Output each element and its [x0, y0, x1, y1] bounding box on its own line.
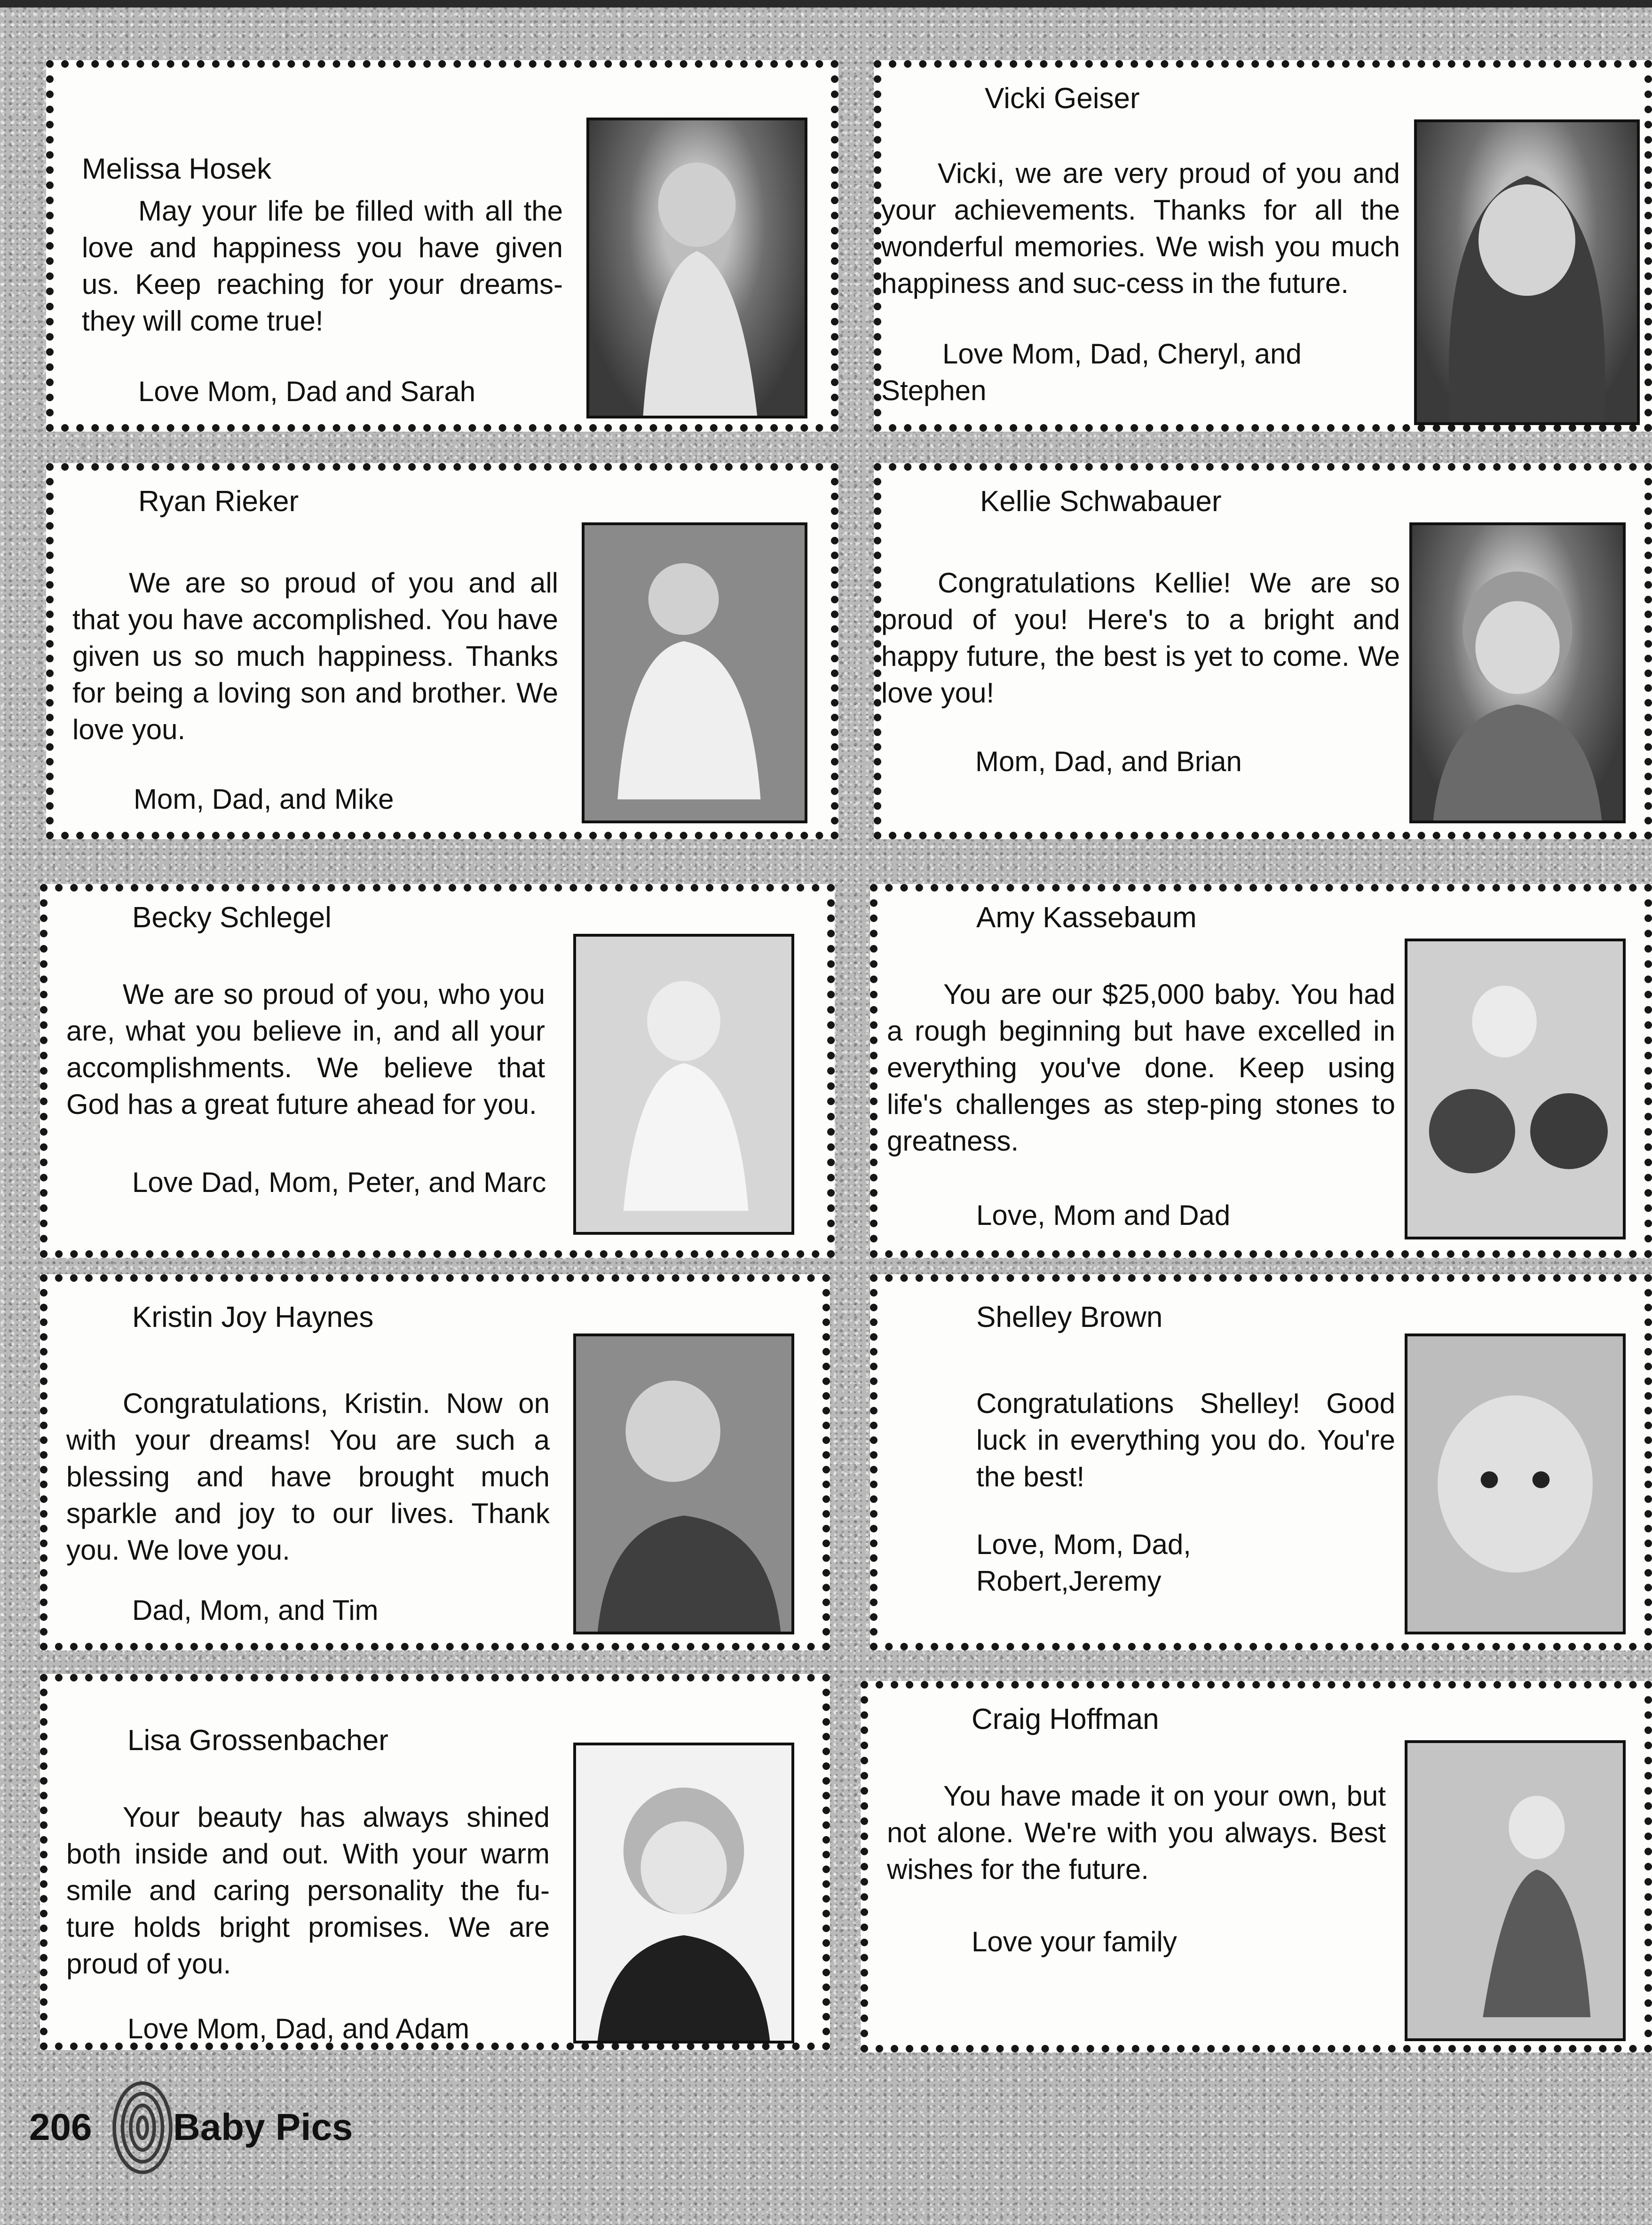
- page-number: 206: [29, 2106, 92, 2148]
- card-signature: Mom, Dad, and Brian: [975, 746, 1242, 777]
- card-message: Congratulations, Kristin. Now on with your dreams! You are such a blessing and have brought much sparkle and joy to our lives. Thank you. We love you.: [66, 1388, 550, 1566]
- card-kellie-schwabauer: [874, 463, 1652, 839]
- baby-photo: [573, 1333, 794, 1634]
- baby-photo: [1405, 1333, 1626, 1634]
- card-vicki-geiser: [874, 60, 1652, 432]
- card-signature: Love Mom, Dad, and Adam: [127, 2013, 470, 2044]
- baby-photo: [1405, 939, 1626, 1239]
- baby-photo: [582, 522, 807, 823]
- card-name: Kristin Joy Haynes: [132, 1301, 374, 1333]
- baby-photo: [1414, 119, 1640, 425]
- section-title: Baby Pics: [173, 2106, 353, 2148]
- card-name: Amy Kassebaum: [976, 901, 1197, 934]
- card-message: We are so proud of you and all that you have accomplished. You have given us so much happiness. Thanks for being a loving son and brother. We love you.: [72, 567, 558, 745]
- card-name: Becky Schlegel: [132, 901, 332, 934]
- card-shelley-brown: [870, 1274, 1652, 1650]
- card-signature: Love Mom, Dad and Sarah: [138, 376, 476, 407]
- baby-photo: [1405, 1740, 1626, 2041]
- baby-photo: [1409, 522, 1626, 823]
- thumbprint-icon: [107, 2074, 178, 2182]
- card-name: Shelley Brown: [976, 1301, 1163, 1333]
- card-becky-schlegel: [40, 884, 835, 1258]
- card-message: Your beauty has always shined both inside and out. With your warm smile and caring personality the fu-ture holds bright promises. We are proud of you.: [66, 1801, 550, 1980]
- card-ryan-rieker: [46, 463, 838, 839]
- card-melissa-hosek: [46, 60, 838, 432]
- card-message: Congratulations Shelley! Good luck in everything you do. You're the best!: [976, 1388, 1395, 1492]
- card-craig-hoffman: [861, 1681, 1652, 2052]
- baby-photo: [586, 118, 807, 418]
- card-message: We are so proud of you, who you are, what you believe in, and all your accomplishments. We believe that God has a great future ahead for you.: [66, 978, 545, 1120]
- card-signature: Love, Mom and Dad: [976, 1199, 1231, 1231]
- card-lisa-grossenbacher: [40, 1674, 830, 2050]
- card-message: Congratulations Kellie! We are so proud of you! Here's to a bright and happy future, the best is yet to come. We love you!: [881, 567, 1400, 709]
- card-signature: Love Mom, Dad, Cheryl, and Stephen: [881, 338, 1302, 406]
- card-name: Lisa Grossenbacher: [127, 1724, 388, 1757]
- card-message: You are our $25,000 baby. You had a rough beginning but have excelled in everything you've done. Keep using life's challenges as step-ping stones to greatness.: [887, 978, 1395, 1157]
- card-name: Melissa Hosek: [82, 153, 272, 185]
- baby-photo: [573, 1743, 794, 2044]
- card-name: Kellie Schwabauer: [980, 485, 1222, 518]
- baby-photo: [573, 934, 794, 1235]
- card-name: Vicki Geiser: [985, 82, 1140, 115]
- card-message: May your life be filled with all the love and happiness you have given us. Keep reaching for your dreams-they will come true!: [82, 195, 563, 337]
- card-message: Vicki, we are very proud of you and your achievements. Thanks for all the wonderful memories. We wish you much happiness and suc-cess in the future.: [881, 158, 1400, 299]
- card-signature: Love Dad, Mom, Peter, and Marc: [132, 1167, 546, 1198]
- card-message: You have made it on your own, but not alone. We're with you always. Best wishes for the future.: [887, 1780, 1386, 1885]
- card-name: Ryan Rieker: [138, 485, 299, 518]
- card-signature: Dad, Mom, and Tim: [132, 1594, 379, 1626]
- card-signature: Love, Mom, Dad, Robert,Jeremy: [976, 1529, 1191, 1597]
- card-name: Craig Hoffman: [972, 1703, 1159, 1736]
- card-signature: Love your family: [972, 1926, 1177, 1957]
- card-amy-kassebaum: [870, 884, 1652, 1258]
- card-kristin-joy-haynes: [40, 1274, 830, 1650]
- card-signature: Mom, Dad, and Mike: [134, 783, 394, 815]
- page-top-edge: [0, 0, 1652, 8]
